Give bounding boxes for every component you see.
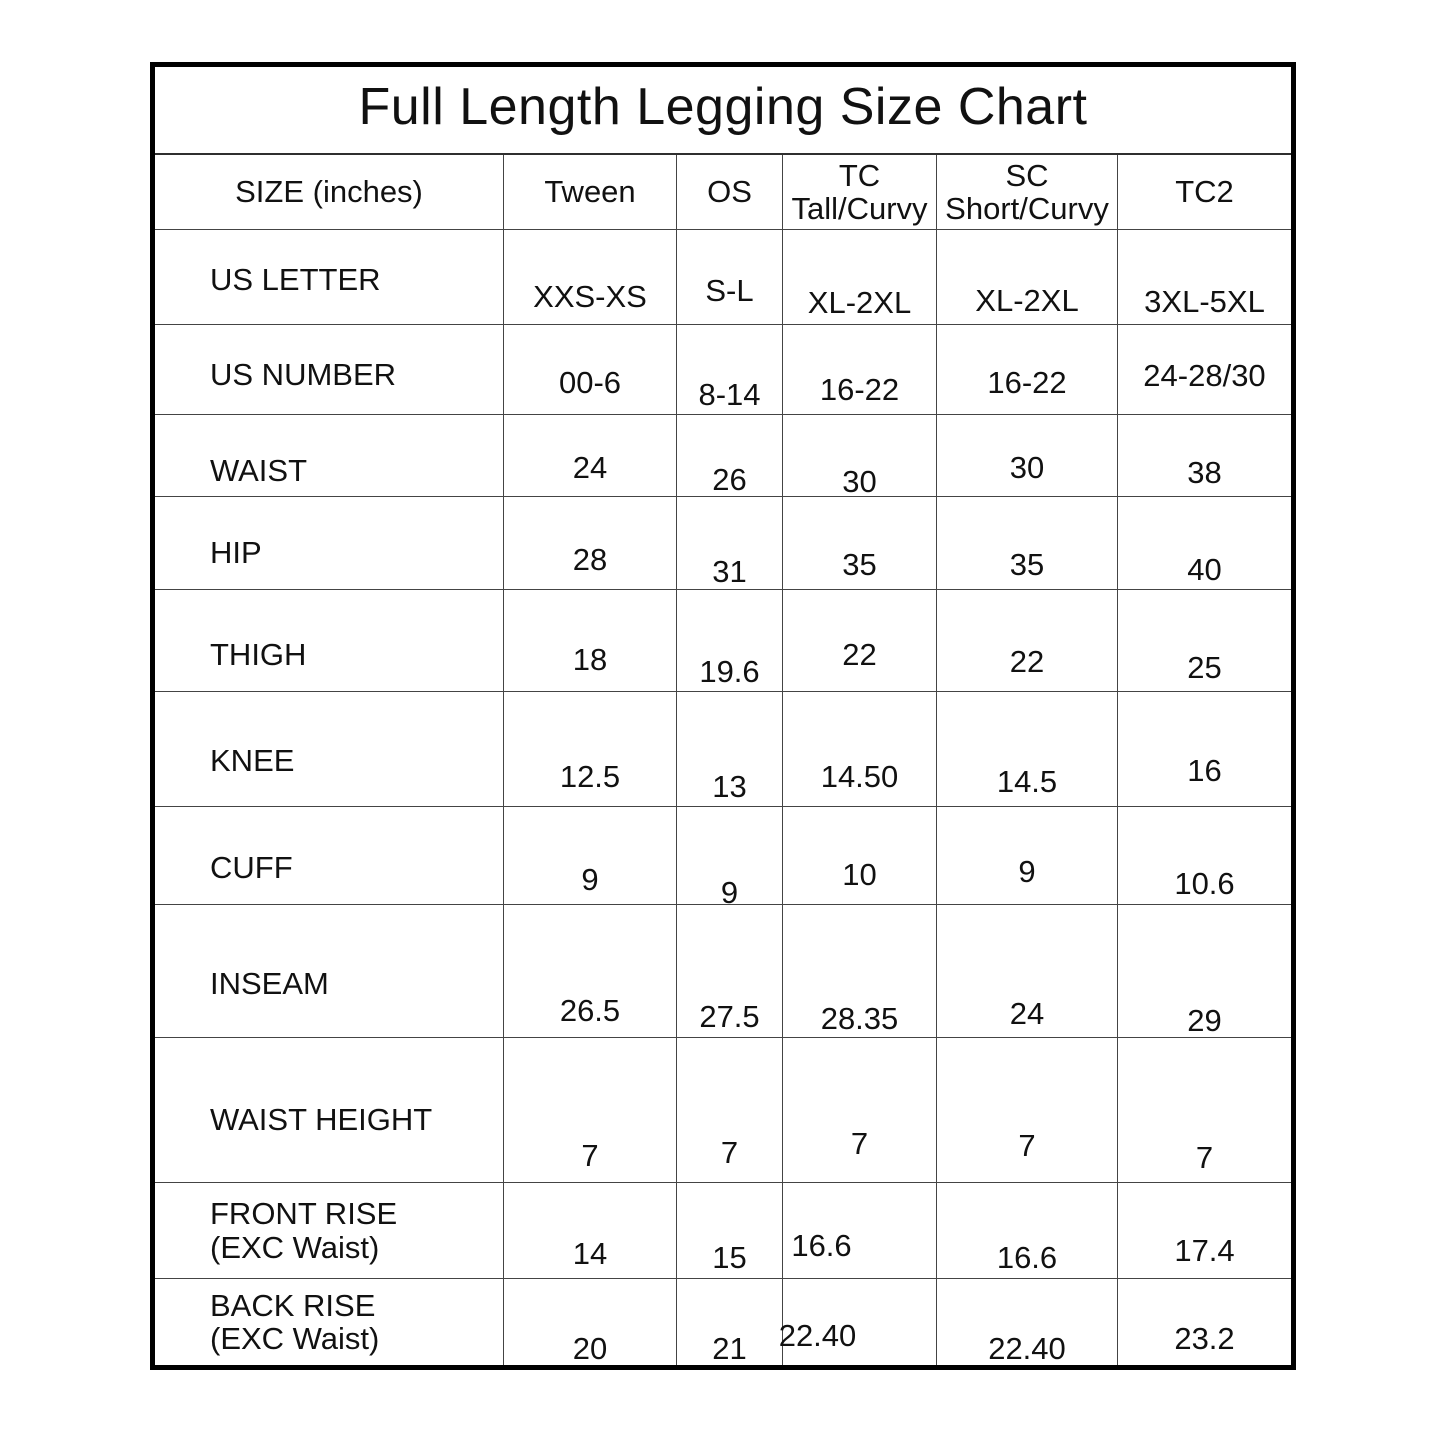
row-label-text: THIGH (210, 636, 307, 672)
cell-value (1117, 1278, 1291, 1365)
row-label-text: INSEAM (210, 966, 329, 1002)
cell-value (676, 1037, 782, 1182)
cell-value (936, 1278, 1117, 1365)
cell-value (782, 589, 936, 691)
cell-value-text: 24 (1009, 996, 1045, 1032)
row-label (155, 414, 503, 496)
cell-value-text: 16 (1187, 753, 1222, 789)
cell-value (782, 691, 936, 806)
cell-value (676, 806, 782, 910)
column-header-text: Tween (544, 174, 636, 210)
cell-value (1117, 904, 1291, 1037)
row-label (155, 691, 503, 806)
column-header-text: TC2 (1175, 174, 1234, 210)
row-label-text: CUFF (210, 849, 293, 885)
cell-value-text: 7 (850, 1126, 869, 1162)
cell-value-text: 30 (842, 463, 877, 499)
cell-value (503, 589, 676, 691)
cell-value-text: 26 (712, 461, 747, 497)
cell-value (503, 496, 676, 589)
cell-value-text: 23.2 (1174, 1321, 1235, 1357)
cell-value (676, 589, 782, 691)
cell-value-text: 7 (1018, 1128, 1036, 1164)
cell-value (936, 229, 1117, 324)
cell-value (676, 1182, 782, 1278)
column-header-text: OS (707, 174, 752, 210)
cell-value (503, 414, 676, 496)
cell-value (676, 324, 782, 414)
cell-value (936, 904, 1117, 1037)
cell-value-text: 12.5 (559, 759, 621, 795)
row-label (155, 1037, 503, 1182)
size-chart-table (150, 62, 1296, 1370)
row-label (155, 496, 503, 589)
cell-value (503, 1037, 676, 1182)
cell-value (936, 496, 1117, 589)
cell-value (936, 324, 1117, 414)
cell-value (676, 1278, 782, 1365)
chart-title-text: Full Length Legging Size Chart (358, 78, 1088, 136)
cell-value-text: 10.6 (1174, 865, 1235, 901)
cell-value (503, 1182, 676, 1278)
row-label (155, 589, 503, 691)
row-label-text: US LETTER (210, 262, 381, 298)
cell-value-text: 7 (1195, 1140, 1214, 1176)
cell-value (782, 324, 936, 414)
column-header (503, 155, 676, 229)
cell-value-text: 20 (572, 1331, 608, 1367)
row-label (155, 324, 503, 414)
cell-value-text: 40 (1187, 552, 1222, 588)
column-header (782, 155, 936, 229)
cell-value-text: 38 (1187, 454, 1222, 490)
cell-value-text: 14.50 (820, 759, 899, 795)
cell-value-text: 30 (1009, 449, 1045, 485)
cell-value (676, 904, 782, 1037)
cell-value-text: 15 (712, 1239, 747, 1275)
cell-value (782, 904, 936, 1037)
row-label (155, 806, 503, 904)
column-header (936, 155, 1117, 229)
cell-value (778, 1278, 936, 1365)
cell-value (936, 589, 1117, 691)
cell-value-text: 21 (712, 1331, 747, 1367)
column-header (1117, 155, 1291, 229)
cell-value-text: 9 (1018, 853, 1036, 889)
cell-value (782, 414, 936, 499)
cell-value (1117, 414, 1291, 496)
cell-value (503, 691, 676, 806)
cell-value (782, 229, 936, 324)
cell-value-text: 7 (581, 1138, 599, 1174)
cell-value (503, 806, 676, 904)
cell-value-text: XL-2XL (975, 283, 1079, 319)
cell-value (1117, 691, 1291, 806)
row-label-text: US NUMBER (210, 356, 397, 392)
cell-value-text: 35 (842, 547, 877, 583)
cell-value-text: 27.5 (699, 999, 760, 1035)
cell-value-text: 16-22 (987, 364, 1067, 400)
cell-value-text: 31 (712, 554, 747, 590)
cell-value-text: 25 (1187, 649, 1222, 685)
cell-value (782, 1037, 936, 1182)
cell-value (676, 691, 782, 806)
cell-value-text: XXS-XS (533, 279, 647, 315)
cell-value-text: 9 (720, 874, 739, 910)
cell-value-text: 14 (572, 1235, 608, 1271)
cell-value-text: 28 (572, 542, 608, 578)
column-header-text: TC Tall/Curvy (791, 157, 928, 226)
cell-value (1117, 496, 1291, 589)
cell-value-text: 16.6 (996, 1239, 1058, 1275)
cell-value-text: 22.40 (988, 1331, 1066, 1367)
cell-value (676, 414, 782, 496)
cell-value (1117, 806, 1291, 904)
cell-value (1117, 589, 1291, 691)
column-header-size (155, 155, 503, 229)
cell-value (1117, 1182, 1291, 1278)
column-header-text: SC Short/Curvy (945, 157, 1109, 226)
row-label-text: FRONT RISE (EXC Waist) (210, 1196, 398, 1265)
row-label (155, 1182, 503, 1278)
cell-value-text: 29 (1187, 1003, 1222, 1039)
cell-value (1117, 1037, 1291, 1182)
row-label-text: WAIST HEIGHT (210, 1102, 433, 1138)
cell-value-text: 14.5 (996, 764, 1058, 800)
cell-value-text: 17.4 (1174, 1232, 1235, 1268)
cell-value (936, 1037, 1117, 1182)
cell-value (503, 324, 676, 414)
cell-value (782, 1182, 936, 1278)
cell-value-text: 24 (572, 449, 608, 485)
row-label (155, 904, 503, 1037)
cell-value (936, 806, 1117, 904)
cell-value-text: 18 (572, 641, 608, 677)
cell-value-text: 28.35 (820, 1001, 899, 1037)
cell-value-text: 00-6 (558, 364, 622, 400)
cell-value-text: 26.5 (559, 993, 621, 1029)
row-label-text: HIP (210, 535, 262, 571)
cell-value (676, 229, 782, 324)
cell-value-text: 13 (712, 769, 747, 805)
chart-title (155, 67, 1291, 155)
header-label-text: SIZE (inches) (235, 174, 423, 210)
cell-value-text: 22.40 (778, 1318, 857, 1354)
cell-value-text: 19.6 (699, 653, 760, 689)
row-label (155, 229, 503, 324)
cell-value-text: 22 (842, 636, 877, 672)
cell-value-text: S-L (705, 273, 754, 309)
cell-value-text: 16-22 (819, 371, 900, 407)
cell-value (503, 1278, 676, 1365)
row-label (155, 1278, 503, 1365)
cell-value-text: 24-28/30 (1143, 357, 1266, 393)
row-label-text: WAIST (210, 452, 308, 488)
cell-value (782, 806, 936, 904)
cell-value-text: 8-14 (698, 376, 761, 412)
row-label-text: BACK RISE (EXC Waist) (210, 1287, 380, 1356)
cell-value (936, 414, 1117, 496)
cell-value-text: 10 (842, 856, 877, 892)
cell-value (936, 691, 1117, 806)
cell-value-text: 3XL-5XL (1144, 284, 1265, 320)
column-header (676, 155, 782, 229)
cell-value-text: XL-2XL (807, 285, 912, 321)
cell-value (503, 229, 676, 324)
cell-value (503, 904, 676, 1037)
cell-value-text: 22 (1009, 643, 1045, 679)
size-grid (155, 155, 1291, 1365)
cell-value (676, 496, 782, 589)
cell-value (936, 1182, 1117, 1278)
cell-value (782, 496, 936, 589)
cell-value-text: 7 (720, 1135, 739, 1171)
row-label-text: KNEE (210, 743, 295, 779)
cell-value (1117, 324, 1291, 414)
cell-value-text: 9 (581, 861, 599, 897)
cell-value-text: 16.6 (791, 1227, 852, 1263)
cell-value-text: 35 (1009, 547, 1045, 583)
cell-value (1117, 229, 1291, 324)
